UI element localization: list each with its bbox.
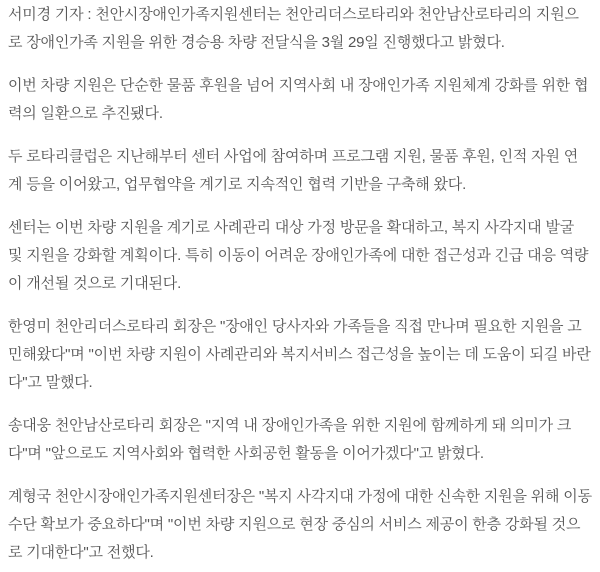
article-paragraph: 센터는 이번 차량 지원을 계기로 사례관리 대상 가정 방문을 확대하고, 복지 사각지대 발굴 및 지원을 강화할 계획이다. 특히 이동이 어려운 장애인가족에 대한 접근성과 긴급 대응 역량이 개선될 것으로 기대된다. — [8, 219, 589, 292]
article-paragraph: 한영미 천안리더스로타리 회장은 "장애인 당사자와 가족들을 직접 만나며 필요한 지원을 고민해왔다"며 "이번 차량 지원이 사례관리와 복지서비스 접근성을 높이는 데 도움이 되길 바란다"고 말했다. — [8, 318, 591, 391]
article-paragraph: 서미경 기자 : 천안시장애인가족지원센터는 천안리더스로타리와 천안남산로타리의 지원으로 장애인가족 지원을 위한 경승용 차량 전달식을 3월 29일 진행했다고 밝혔다. — [8, 6, 579, 51]
article-paragraph: 이번 차량 지원은 단순한 물품 후원을 넘어 지역사회 내 장애인가족 지원체계 강화를 위한 협력의 일환으로 추진됐다. — [8, 77, 589, 122]
article-paragraph: 계형국 천안시장애인가족지원센터장은 "복지 사각지대 가정에 대한 신속한 지원을 위해 이동수단 확보가 중요하다"며 "이번 차량 지원으로 현장 중심의 서비스 제공이 한층 강화될 것으로 기대한다"고 전했다. — [8, 488, 592, 561]
article-paragraph: 송대웅 천안남산로타리 회장은 "지역 내 장애인가족을 위한 지원에 함께하게 돼 의미가 크다"며 "앞으로도 지역사회와 협력한 사회공헌 활동을 이어가겠다"고 밝혔다. — [8, 417, 572, 462]
article-paragraph: 두 로타리클럽은 지난해부터 센터 사업에 참여하며 프로그램 지원, 물품 후원, 인적 자원 연계 등을 이어왔고, 업무협약을 계기로 지속적인 협력 기반을 구축해 왔다. — [8, 148, 578, 193]
